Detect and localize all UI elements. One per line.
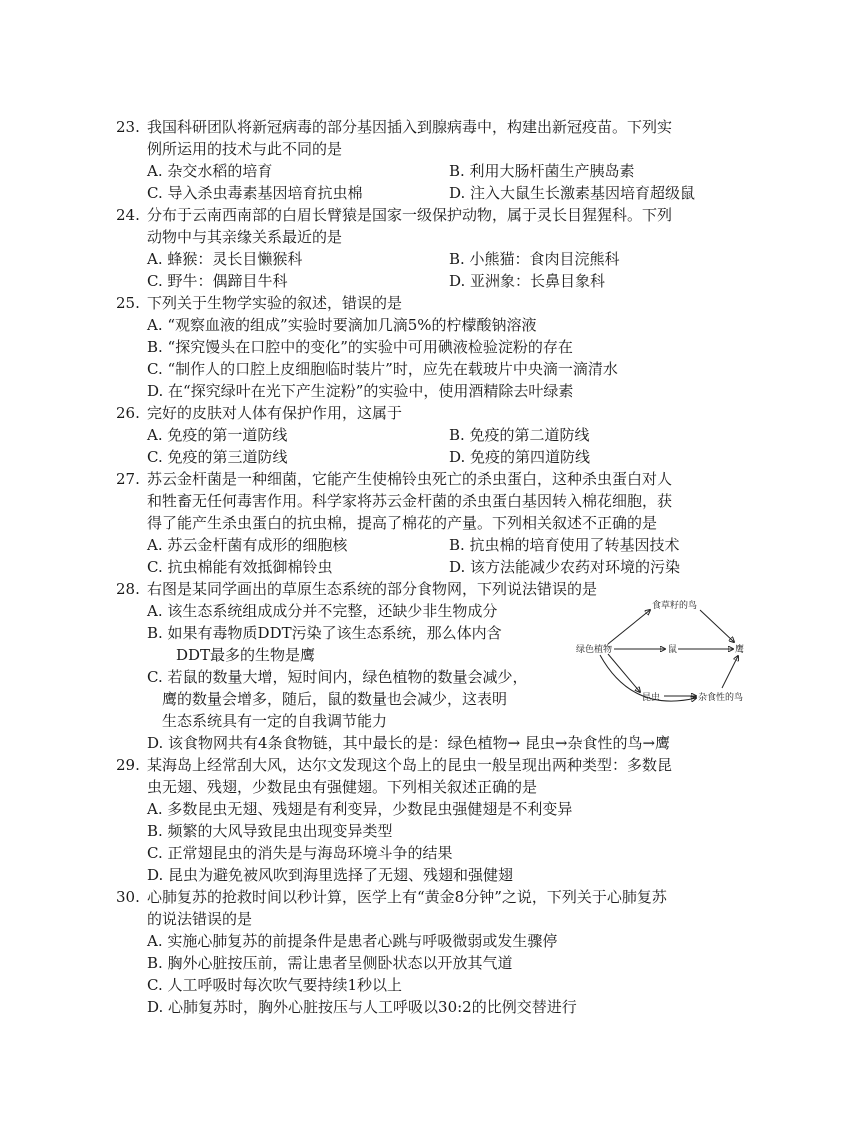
node-grain-bird: 食草籽的鸟 [652, 601, 698, 611]
option-a: A. 杂交水稻的培育 [147, 162, 273, 180]
question-number: 27. [116, 470, 140, 488]
question-stem: 某海岛上经常刮大风，达尔文发现这个岛上的昆虫一般呈现出两种类型：多数昆 [147, 756, 673, 774]
option-d: D. 该食物网共有4条食物链，其中最长的是：绿色植物→ 昆虫→杂食性的鸟→鹰 [147, 734, 671, 752]
node-omni-bird: 杂食性的鸟 [698, 693, 744, 703]
question-number: 29. [116, 756, 140, 774]
option-c-cont: 鹰的数量会增多，随后，鼠的数量也会减少，这表明 [162, 690, 508, 708]
question-stem: 虫无翅、残翅，少数昆虫有强健翅。下列相关叙述正确的是 [147, 778, 538, 796]
option-d: D. 在“探究绿叶在光下产生淀粉”的实验中，使用酒精除去叶绿素 [147, 382, 574, 400]
option-c: C. 抗虫棉能有效抵御棉铃虫 [147, 558, 333, 576]
arrow-plant-insect [608, 654, 640, 692]
option-b: B. 利用大肠杆菌生产胰岛素 [449, 162, 635, 180]
question-stem: 和牲畜无任何毒害作用。科学家将苏云金杆菌的杀虫蛋白基因转入棉花细胞，获 [147, 492, 673, 510]
option-d: D. 该方法能减少农药对环境的污染 [449, 558, 681, 576]
option-a: A. 多数昆虫无翅、残翅是有利变异，少数昆虫强健翅是不利变异 [147, 800, 573, 818]
option-d: D. 亚洲象：长鼻目象科 [449, 272, 606, 290]
question-stem: 心肺复苏的抢救时间以秒计算，医学上有“黄金8分钟”之说，下列关于心肺复苏 [147, 888, 667, 906]
arrow-grainbird-hawk [700, 610, 734, 642]
question-stem: 的说法错误的是 [147, 910, 253, 928]
option-d: D. 注入大鼠生长激素基因培育超级鼠 [449, 184, 696, 202]
option-a: A. 苏云金杆菌有成形的细胞核 [147, 536, 348, 554]
question-number: 26. [116, 404, 140, 422]
option-c: C. 若鼠的数量大增，短时间内，绿色植物的数量会减少， [147, 668, 528, 686]
option-a: A. 该生态系统组成成分并不完整，还缺少非生物成分 [147, 602, 498, 620]
question-stem: 得了能产生杀虫蛋白的抗虫棉，提高了棉花的产量。下列相关叙述不正确的是 [147, 514, 658, 532]
option-a: A. 实施心肺复苏的前提条件是患者心跳与呼吸微弱或发生骤停 [147, 932, 558, 950]
option-c: C. 野牛：偶蹄目牛科 [147, 272, 288, 290]
option-c: C. 导入杀虫毒素基因培育抗虫棉 [147, 184, 363, 202]
option-b: B. 如果有毒物质DDT污染了该生态系统，那么体内含 [147, 624, 502, 642]
option-d: D. 免疫的第四道防线 [449, 448, 591, 466]
node-plant: 绿色植物 [576, 645, 613, 655]
question-number: 25. [116, 294, 140, 312]
question-number: 30. [116, 888, 140, 906]
question-number: 28. [116, 580, 140, 598]
option-c: C. 免疫的第三道防线 [147, 448, 288, 466]
option-b: B. 抗虫棉的培育使用了转基因技术 [449, 536, 680, 554]
node-hawk: 鹰 [735, 645, 745, 655]
option-a: A. 免疫的第一道防线 [147, 426, 288, 444]
option-a: A. 蜂猴：灵长目懒猴科 [147, 250, 303, 268]
option-b: B. 小熊猫：食肉目浣熊科 [449, 250, 620, 268]
question-stem: 苏云金杆菌是一种细菌，它能产生使棉铃虫死亡的杀虫蛋白，这种杀虫蛋白对人 [147, 470, 673, 488]
arrow-plant-grainbird [608, 610, 650, 644]
question-number: 23. [116, 118, 140, 136]
option-a: A. “观察血液的组成”实验时要滴加几滴5%的柠檬酸钠溶液 [147, 316, 537, 334]
option-c: C. “制作人的口腔上皮细胞临时装片”时，应先在载玻片中央滴一滴清水 [147, 360, 618, 378]
option-b: B. “探究馒头在口腔中的变化”的实验中可用碘液检验淀粉的存在 [147, 338, 573, 356]
arrow-omnibird-hawk [722, 656, 738, 688]
question-stem: 右图是某同学画出的草原生态系统的部分食物网，下列说法错误的是 [147, 580, 598, 598]
option-c-cont: 生态系统具有一定的自我调节能力 [162, 712, 388, 730]
option-c: C. 正常翅昆虫的消失是与海岛环境斗争的结果 [147, 844, 453, 862]
question-stem: 我国科研团队将新冠病毒的部分基因插入到腺病毒中，构建出新冠疫苗。下列实 [147, 118, 673, 136]
option-d: D. 心肺复苏时，胸外心脏按压与人工呼吸以30:2的比例交替进行 [147, 998, 577, 1016]
node-insect: 昆虫 [642, 693, 661, 703]
option-b: B. 频繁的大风导致昆虫出现变异类型 [147, 822, 393, 840]
question-stem: 完好的皮肤对人体有保护作用，这属于 [147, 404, 403, 422]
option-b: B. 免疫的第二道防线 [449, 426, 590, 444]
food-web-diagram [572, 588, 752, 718]
option-b: B. 胸外心脏按压前，需让患者呈侧卧状态以开放其气道 [147, 954, 513, 972]
question-stem: 例所运用的技术与此不同的是 [147, 140, 343, 158]
node-mouse: 鼠 [668, 645, 678, 655]
option-c: C. 人工呼吸时每次吹气要持续1秒以上 [147, 976, 403, 994]
question-stem: 动物中与其亲缘关系最近的是 [147, 228, 343, 246]
question-stem: 下列关于生物学实验的叙述，错误的是 [147, 294, 403, 312]
question-stem: 分布于云南西南部的白眉长臂猿是国家一级保护动物，属于灵长目猩猩科。下列 [147, 206, 673, 224]
option-b-cont: DDT最多的生物是鹰 [176, 646, 316, 664]
option-d: D. 昆虫为避免被风吹到海里选择了无翅、残翅和强健翅 [147, 866, 514, 884]
question-number: 24. [116, 206, 140, 224]
